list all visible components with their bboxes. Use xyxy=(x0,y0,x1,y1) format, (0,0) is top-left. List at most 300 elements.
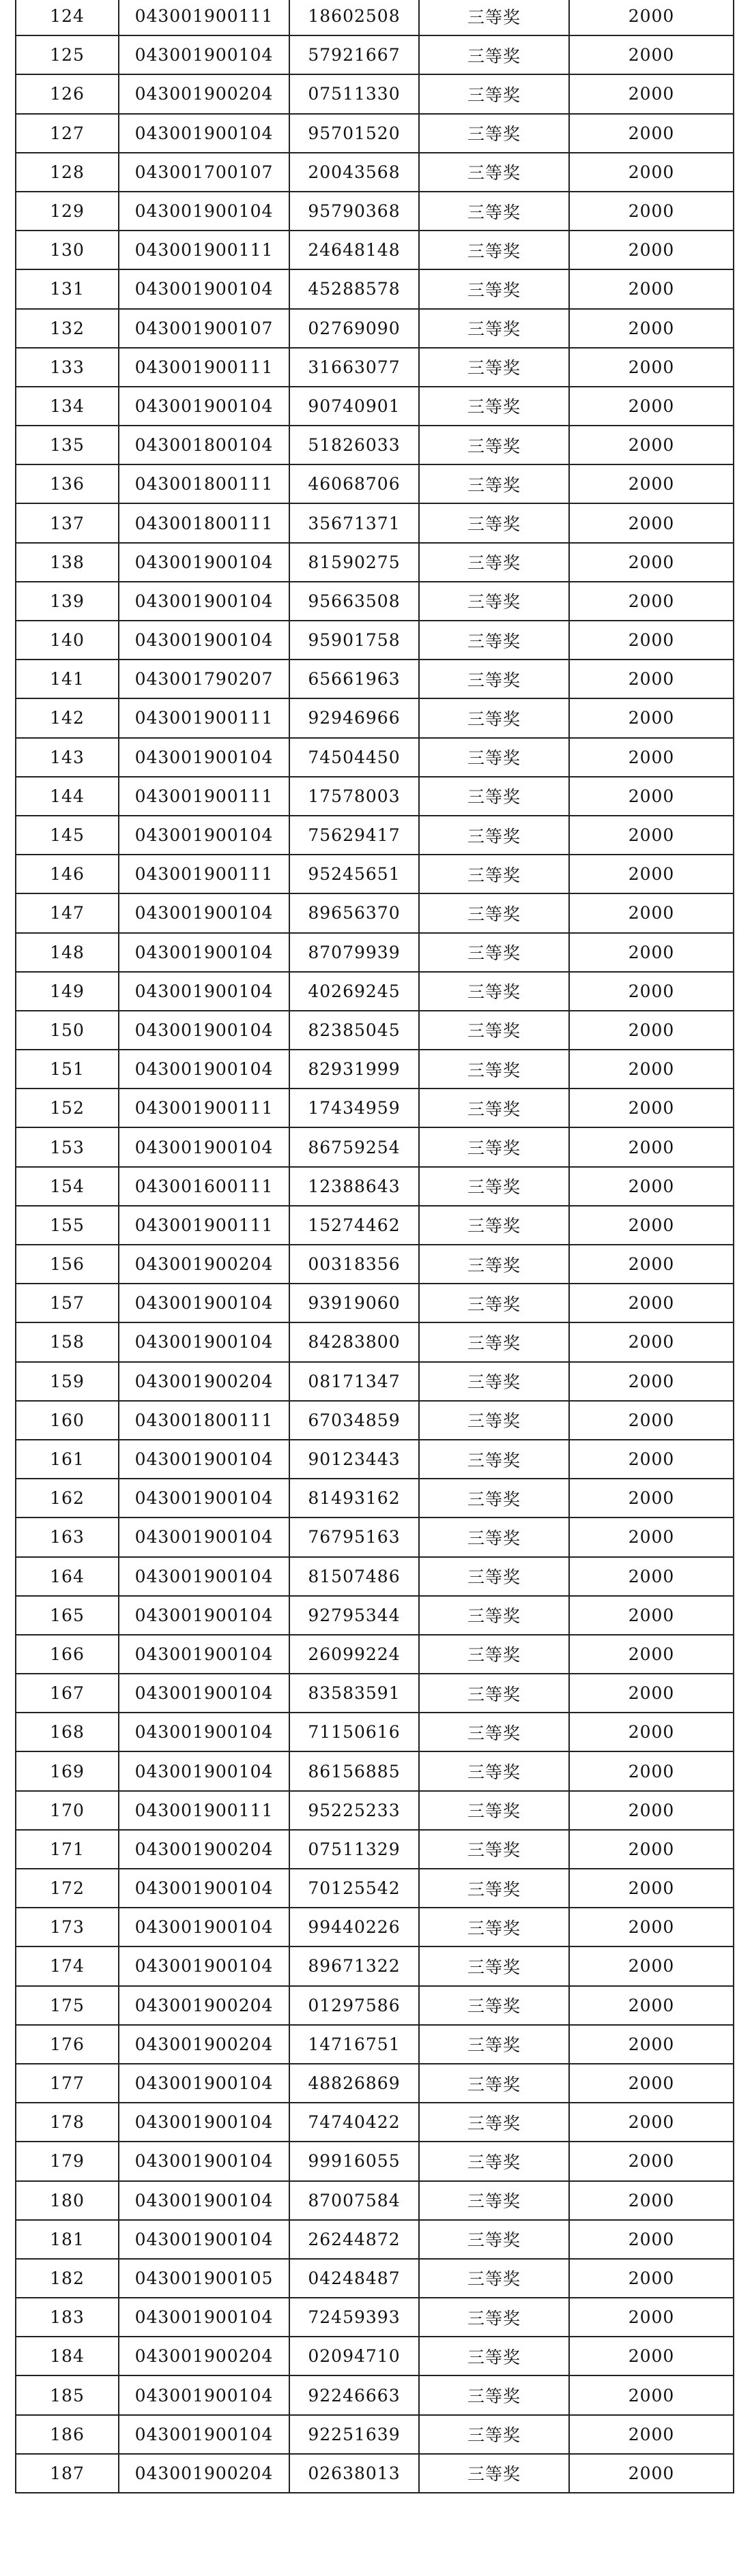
number-cell: 84283800 xyxy=(289,1322,419,1361)
number-cell: 81507486 xyxy=(289,1557,419,1596)
row-index-cell: 160 xyxy=(16,1401,119,1440)
row-index-cell: 175 xyxy=(16,1986,119,2025)
code-cell: 043001800111 xyxy=(119,1401,289,1440)
table-row xyxy=(16,816,734,855)
prize-level-cell: 三等奖 xyxy=(419,1674,569,1713)
code-cell: 043001900111 xyxy=(119,348,289,387)
code-cell: 043001900104 xyxy=(119,1946,289,1985)
amount-cell: 2000 xyxy=(569,2375,734,2414)
table-row xyxy=(16,1908,734,1946)
row-index-cell: 169 xyxy=(16,1751,119,1790)
number-cell: 95901758 xyxy=(289,621,419,660)
table-row xyxy=(16,1440,734,1479)
code-cell: 043001900104 xyxy=(119,1440,289,1479)
number-cell: 99916055 xyxy=(289,2142,419,2180)
amount-cell: 2000 xyxy=(569,2298,734,2337)
prize-level-cell: 三等奖 xyxy=(419,543,569,582)
row-index-cell: 162 xyxy=(16,1479,119,1518)
amount-cell: 2000 xyxy=(569,698,734,737)
amount-cell: 2000 xyxy=(569,1011,734,1050)
number-cell: 87007584 xyxy=(289,2181,419,2220)
code-cell: 043001900104 xyxy=(119,2415,289,2454)
prize-level-cell: 三等奖 xyxy=(419,1245,569,1284)
prize-level-cell: 三等奖 xyxy=(419,1050,569,1089)
number-cell: 01297586 xyxy=(289,1986,419,2025)
code-cell: 043001700107 xyxy=(119,153,289,192)
prize-level-cell: 三等奖 xyxy=(419,1167,569,1206)
table-row xyxy=(16,74,734,113)
number-cell: 26099224 xyxy=(289,1635,419,1674)
amount-cell: 2000 xyxy=(569,464,734,503)
table-row xyxy=(16,1869,734,1908)
number-cell: 57921667 xyxy=(289,35,419,74)
number-cell: 46068706 xyxy=(289,464,419,503)
prize-level-cell: 三等奖 xyxy=(419,1751,569,1790)
code-cell: 043001900111 xyxy=(119,698,289,737)
row-index-cell: 178 xyxy=(16,2103,119,2142)
row-index-cell: 145 xyxy=(16,816,119,855)
row-index-cell: 151 xyxy=(16,1050,119,1089)
code-cell: 043001900104 xyxy=(119,1596,289,1635)
row-index-cell: 147 xyxy=(16,893,119,932)
amount-cell: 2000 xyxy=(569,1518,734,1556)
row-index-cell: 156 xyxy=(16,1245,119,1284)
table-row xyxy=(16,738,734,777)
amount-cell: 2000 xyxy=(569,1245,734,1284)
table-row xyxy=(16,192,734,231)
code-cell: 043001900111 xyxy=(119,1206,289,1245)
number-cell: 14716751 xyxy=(289,2025,419,2064)
code-cell: 043001900105 xyxy=(119,2259,289,2298)
prize-level-cell: 三等奖 xyxy=(419,2181,569,2220)
table-row xyxy=(16,1751,734,1790)
code-cell: 043001900104 xyxy=(119,893,289,932)
row-index-cell: 185 xyxy=(16,2375,119,2414)
prize-level-cell: 三等奖 xyxy=(419,1206,569,1245)
code-cell: 043001900104 xyxy=(119,1127,289,1166)
table-row xyxy=(16,1674,734,1713)
code-cell: 043001900104 xyxy=(119,1557,289,1596)
table-row xyxy=(16,2415,734,2454)
table-row xyxy=(16,114,734,153)
code-cell: 043001900204 xyxy=(119,1245,289,1284)
code-cell: 043001600111 xyxy=(119,1167,289,1206)
amount-cell: 2000 xyxy=(569,1440,734,1479)
code-cell: 043001900104 xyxy=(119,582,289,621)
table-row xyxy=(16,1557,734,1596)
table-row xyxy=(16,1206,734,1245)
code-cell: 043001900104 xyxy=(119,192,289,231)
prize-level-cell: 三等奖 xyxy=(419,698,569,737)
row-index-cell: 171 xyxy=(16,1830,119,1869)
code-cell: 043001900204 xyxy=(119,1362,289,1401)
amount-cell: 2000 xyxy=(569,1946,734,1985)
number-cell: 67034859 xyxy=(289,1401,419,1440)
amount-cell: 2000 xyxy=(569,1908,734,1946)
code-cell: 043001900104 xyxy=(119,2142,289,2180)
prize-level-cell: 三等奖 xyxy=(419,816,569,855)
prize-level-cell: 三等奖 xyxy=(419,1791,569,1830)
code-cell: 043001900104 xyxy=(119,2375,289,2414)
prize-level-cell: 三等奖 xyxy=(419,777,569,816)
prize-level-cell: 三等奖 xyxy=(419,2064,569,2103)
table-row xyxy=(16,893,734,932)
number-cell: 92946966 xyxy=(289,698,419,737)
code-cell: 043001900111 xyxy=(119,777,289,816)
row-index-cell: 183 xyxy=(16,2298,119,2337)
row-index-cell: 126 xyxy=(16,74,119,113)
number-cell: 92795344 xyxy=(289,1596,419,1635)
number-cell: 74504450 xyxy=(289,738,419,777)
code-cell: 043001900204 xyxy=(119,2337,289,2375)
row-index-cell: 129 xyxy=(16,192,119,231)
number-cell: 89671322 xyxy=(289,1946,419,1985)
number-cell: 17434959 xyxy=(289,1089,419,1127)
table-row xyxy=(16,2025,734,2064)
amount-cell: 2000 xyxy=(569,2181,734,2220)
table-row xyxy=(16,1284,734,1322)
prize-level-cell: 三等奖 xyxy=(419,933,569,972)
table-row xyxy=(16,2142,734,2180)
number-cell: 87079939 xyxy=(289,933,419,972)
row-index-cell: 143 xyxy=(16,738,119,777)
table-row xyxy=(16,698,734,737)
number-cell: 02094710 xyxy=(289,2337,419,2375)
number-cell: 26244872 xyxy=(289,2220,419,2259)
code-cell: 043001900104 xyxy=(119,1674,289,1713)
table-row xyxy=(16,1635,734,1674)
amount-cell: 2000 xyxy=(569,1401,734,1440)
table-row xyxy=(16,1479,734,1518)
amount-cell: 2000 xyxy=(569,503,734,542)
prize-level-cell: 三等奖 xyxy=(419,1908,569,1946)
table-row xyxy=(16,1518,734,1556)
row-index-cell: 157 xyxy=(16,1284,119,1322)
number-cell: 86759254 xyxy=(289,1127,419,1166)
table-row xyxy=(16,2298,734,2337)
number-cell: 48826869 xyxy=(289,2064,419,2103)
number-cell: 90123443 xyxy=(289,1440,419,1479)
prize-level-cell: 三等奖 xyxy=(419,2025,569,2064)
amount-cell: 2000 xyxy=(569,2337,734,2375)
number-cell: 81590275 xyxy=(289,543,419,582)
prize-level-cell: 三等奖 xyxy=(419,309,569,348)
code-cell: 043001900104 xyxy=(119,933,289,972)
code-cell: 043001900111 xyxy=(119,855,289,893)
row-index-cell: 137 xyxy=(16,503,119,542)
number-cell: 07511330 xyxy=(289,74,419,113)
code-cell: 043001900204 xyxy=(119,1986,289,2025)
number-cell: 93919060 xyxy=(289,1284,419,1322)
table-row xyxy=(16,35,734,74)
number-cell: 18602508 xyxy=(289,0,419,35)
code-cell: 043001900204 xyxy=(119,1830,289,1869)
prize-level-cell: 三等奖 xyxy=(419,2142,569,2180)
prize-level-cell: 三等奖 xyxy=(419,2103,569,2142)
row-index-cell: 132 xyxy=(16,309,119,348)
number-cell: 12388643 xyxy=(289,1167,419,1206)
prize-level-cell: 三等奖 xyxy=(419,1322,569,1361)
prize-level-cell: 三等奖 xyxy=(419,114,569,153)
prize-level-cell: 三等奖 xyxy=(419,1518,569,1556)
number-cell: 24648148 xyxy=(289,231,419,269)
code-cell: 043001900204 xyxy=(119,2454,289,2493)
prize-level-cell: 三等奖 xyxy=(419,231,569,269)
code-cell: 043001900104 xyxy=(119,1011,289,1050)
row-index-cell: 152 xyxy=(16,1089,119,1127)
amount-cell: 2000 xyxy=(569,582,734,621)
table-row xyxy=(16,464,734,503)
prize-level-cell: 三等奖 xyxy=(419,348,569,387)
number-cell: 70125542 xyxy=(289,1869,419,1908)
amount-cell: 2000 xyxy=(569,1596,734,1635)
amount-cell: 2000 xyxy=(569,1167,734,1206)
code-cell: 043001900104 xyxy=(119,269,289,308)
code-cell: 043001900104 xyxy=(119,114,289,153)
code-cell: 043001900104 xyxy=(119,2181,289,2220)
amount-cell: 2000 xyxy=(569,35,734,74)
code-cell: 043001900104 xyxy=(119,2220,289,2259)
number-cell: 95245651 xyxy=(289,855,419,893)
code-cell: 043001900204 xyxy=(119,74,289,113)
code-cell: 043001900204 xyxy=(119,2025,289,2064)
code-cell: 043001800104 xyxy=(119,426,289,464)
row-index-cell: 142 xyxy=(16,698,119,737)
table-row xyxy=(16,1011,734,1050)
code-cell: 043001900104 xyxy=(119,972,289,1011)
prize-level-cell: 三等奖 xyxy=(419,582,569,621)
prize-level-cell: 三等奖 xyxy=(419,74,569,113)
row-index-cell: 184 xyxy=(16,2337,119,2375)
table-row xyxy=(16,0,734,35)
table-row xyxy=(16,1791,734,1830)
prize-level-cell: 三等奖 xyxy=(419,1830,569,1869)
row-index-cell: 177 xyxy=(16,2064,119,2103)
code-cell: 043001900104 xyxy=(119,1635,289,1674)
amount-cell: 2000 xyxy=(569,1206,734,1245)
table-row xyxy=(16,231,734,269)
row-index-cell: 164 xyxy=(16,1557,119,1596)
row-index-cell: 125 xyxy=(16,35,119,74)
number-cell: 95225233 xyxy=(289,1791,419,1830)
amount-cell: 2000 xyxy=(569,1322,734,1361)
prize-level-cell: 三等奖 xyxy=(419,1557,569,1596)
prize-level-cell: 三等奖 xyxy=(419,269,569,308)
row-index-cell: 155 xyxy=(16,1206,119,1245)
table-row xyxy=(16,1401,734,1440)
code-cell: 043001900104 xyxy=(119,1518,289,1556)
number-cell: 99440226 xyxy=(289,1908,419,1946)
amount-cell: 2000 xyxy=(569,1635,734,1674)
code-cell: 043001800111 xyxy=(119,503,289,542)
number-cell: 45288578 xyxy=(289,269,419,308)
code-cell: 043001900107 xyxy=(119,309,289,348)
number-cell: 75629417 xyxy=(289,816,419,855)
row-index-cell: 181 xyxy=(16,2220,119,2259)
row-index-cell: 131 xyxy=(16,269,119,308)
row-index-cell: 186 xyxy=(16,2415,119,2454)
amount-cell: 2000 xyxy=(569,1674,734,1713)
amount-cell: 2000 xyxy=(569,855,734,893)
row-index-cell: 153 xyxy=(16,1127,119,1166)
code-cell: 043001900111 xyxy=(119,1089,289,1127)
number-cell: 82931999 xyxy=(289,1050,419,1089)
table-row xyxy=(16,309,734,348)
row-index-cell: 148 xyxy=(16,933,119,972)
row-index-cell: 174 xyxy=(16,1946,119,1985)
amount-cell: 2000 xyxy=(569,309,734,348)
number-cell: 02769090 xyxy=(289,309,419,348)
number-cell: 07511329 xyxy=(289,1830,419,1869)
table-row xyxy=(16,1362,734,1401)
row-index-cell: 173 xyxy=(16,1908,119,1946)
amount-cell: 2000 xyxy=(569,387,734,426)
number-cell: 35671371 xyxy=(289,503,419,542)
prize-level-cell: 三等奖 xyxy=(419,426,569,464)
amount-cell: 2000 xyxy=(569,621,734,660)
table-row xyxy=(16,348,734,387)
number-cell: 31663077 xyxy=(289,348,419,387)
table-row xyxy=(16,1167,734,1206)
amount-cell: 2000 xyxy=(569,1479,734,1518)
row-index-cell: 179 xyxy=(16,2142,119,2180)
amount-cell: 2000 xyxy=(569,192,734,231)
amount-cell: 2000 xyxy=(569,1869,734,1908)
row-index-cell: 136 xyxy=(16,464,119,503)
table-row xyxy=(16,2103,734,2142)
prize-level-cell: 三等奖 xyxy=(419,1362,569,1401)
code-cell: 043001900104 xyxy=(119,1322,289,1361)
table-row xyxy=(16,2220,734,2259)
code-cell: 043001900111 xyxy=(119,0,289,35)
amount-cell: 2000 xyxy=(569,933,734,972)
row-index-cell: 180 xyxy=(16,2181,119,2220)
prize-level-cell: 三等奖 xyxy=(419,1401,569,1440)
number-cell: 72459393 xyxy=(289,2298,419,2337)
number-cell: 04248487 xyxy=(289,2259,419,2298)
table-row xyxy=(16,2375,734,2414)
amount-cell: 2000 xyxy=(569,2220,734,2259)
number-cell: 95701520 xyxy=(289,114,419,153)
row-index-cell: 163 xyxy=(16,1518,119,1556)
code-cell: 043001900104 xyxy=(119,1284,289,1322)
amount-cell: 2000 xyxy=(569,348,734,387)
row-index-cell: 138 xyxy=(16,543,119,582)
code-cell: 043001900104 xyxy=(119,1479,289,1518)
amount-cell: 2000 xyxy=(569,1284,734,1322)
code-cell: 043001900104 xyxy=(119,2298,289,2337)
code-cell: 043001900111 xyxy=(119,231,289,269)
number-cell: 00318356 xyxy=(289,1245,419,1284)
prize-level-cell: 三等奖 xyxy=(419,503,569,542)
prize-table xyxy=(15,0,734,2493)
table-row xyxy=(16,543,734,582)
row-index-cell: 154 xyxy=(16,1167,119,1206)
amount-cell: 2000 xyxy=(569,2142,734,2180)
code-cell: 043001900104 xyxy=(119,1908,289,1946)
amount-cell: 2000 xyxy=(569,1362,734,1401)
amount-cell: 2000 xyxy=(569,0,734,35)
table-row xyxy=(16,1946,734,1985)
number-cell: 76795163 xyxy=(289,1518,419,1556)
number-cell: 81493162 xyxy=(289,1479,419,1518)
prize-level-cell: 三等奖 xyxy=(419,972,569,1011)
table-row xyxy=(16,2259,734,2298)
code-cell: 043001900104 xyxy=(119,1869,289,1908)
amount-cell: 2000 xyxy=(569,231,734,269)
prize-level-cell: 三等奖 xyxy=(419,2415,569,2454)
amount-cell: 2000 xyxy=(569,1050,734,1089)
code-cell: 043001900104 xyxy=(119,1713,289,1751)
row-index-cell: 176 xyxy=(16,2025,119,2064)
row-index-cell: 146 xyxy=(16,855,119,893)
prize-level-cell: 三等奖 xyxy=(419,2375,569,2414)
prize-level-cell: 三等奖 xyxy=(419,1596,569,1635)
amount-cell: 2000 xyxy=(569,2415,734,2454)
amount-cell: 2000 xyxy=(569,2454,734,2493)
amount-cell: 2000 xyxy=(569,114,734,153)
table-row xyxy=(16,972,734,1011)
prize-level-cell: 三等奖 xyxy=(419,2337,569,2375)
row-index-cell: 139 xyxy=(16,582,119,621)
table-row xyxy=(16,2064,734,2103)
code-cell: 043001900104 xyxy=(119,1751,289,1790)
amount-cell: 2000 xyxy=(569,2259,734,2298)
code-cell: 043001800111 xyxy=(119,464,289,503)
row-index-cell: 127 xyxy=(16,114,119,153)
table-row xyxy=(16,621,734,660)
amount-cell: 2000 xyxy=(569,1830,734,1869)
table-row xyxy=(16,503,734,542)
prize-level-cell: 三等奖 xyxy=(419,0,569,35)
row-index-cell: 170 xyxy=(16,1791,119,1830)
number-cell: 82385045 xyxy=(289,1011,419,1050)
table-row xyxy=(16,660,734,698)
number-cell: 15274462 xyxy=(289,1206,419,1245)
prize-level-cell: 三等奖 xyxy=(419,1284,569,1322)
row-index-cell: 141 xyxy=(16,660,119,698)
row-index-cell: 133 xyxy=(16,348,119,387)
table-row xyxy=(16,1089,734,1127)
prize-level-cell: 三等奖 xyxy=(419,1713,569,1751)
number-cell: 20043568 xyxy=(289,153,419,192)
row-index-cell: 140 xyxy=(16,621,119,660)
prize-level-cell: 三等奖 xyxy=(419,387,569,426)
amount-cell: 2000 xyxy=(569,1713,734,1751)
row-index-cell: 167 xyxy=(16,1674,119,1713)
row-index-cell: 182 xyxy=(16,2259,119,2298)
prize-level-cell: 三等奖 xyxy=(419,660,569,698)
amount-cell: 2000 xyxy=(569,972,734,1011)
prize-level-cell: 三等奖 xyxy=(419,35,569,74)
number-cell: 74740422 xyxy=(289,2103,419,2142)
prize-level-cell: 三等奖 xyxy=(419,1440,569,1479)
table-row xyxy=(16,2181,734,2220)
number-cell: 40269245 xyxy=(289,972,419,1011)
row-index-cell: 124 xyxy=(16,0,119,35)
amount-cell: 2000 xyxy=(569,74,734,113)
code-cell: 043001900104 xyxy=(119,1050,289,1089)
table-row xyxy=(16,582,734,621)
code-cell: 043001900104 xyxy=(119,816,289,855)
prize-level-cell: 三等奖 xyxy=(419,1127,569,1166)
row-index-cell: 128 xyxy=(16,153,119,192)
amount-cell: 2000 xyxy=(569,1089,734,1127)
prize-level-cell: 三等奖 xyxy=(419,1089,569,1127)
number-cell: 83583591 xyxy=(289,1674,419,1713)
code-cell: 043001900104 xyxy=(119,543,289,582)
amount-cell: 2000 xyxy=(569,1127,734,1166)
